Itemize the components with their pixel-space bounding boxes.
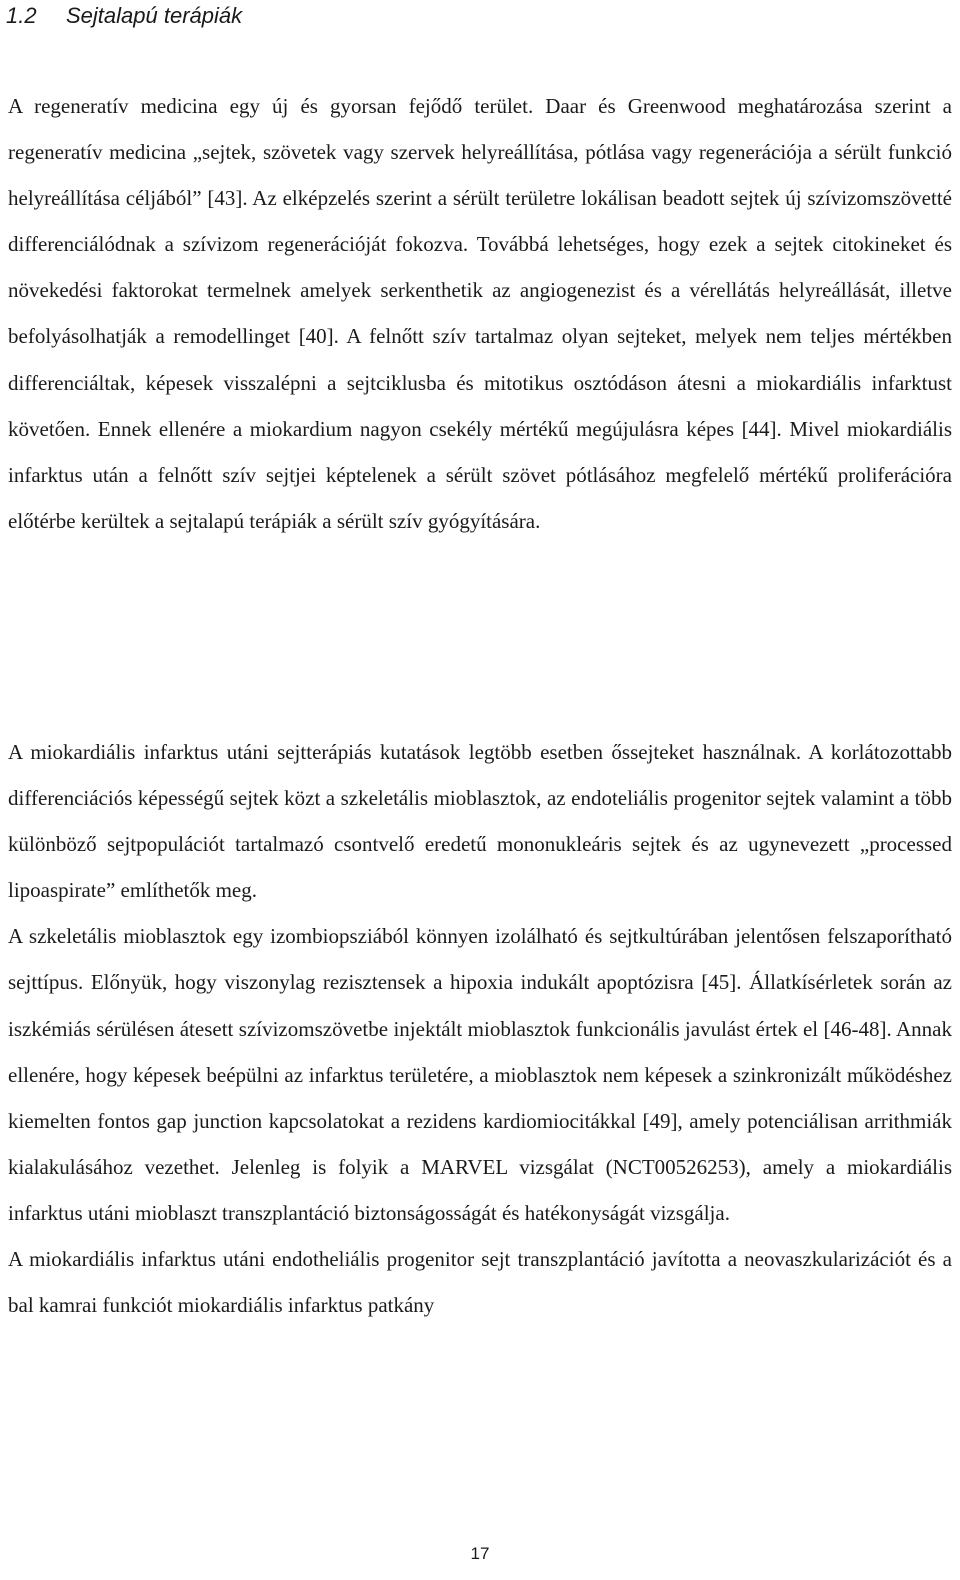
section-heading — [6, 0, 242, 32]
section-title: Sejtalapú terápiák — [66, 3, 243, 28]
page-number: 17 — [470, 1544, 490, 1563]
paragraph-endothelial-progenitor: A miokardiális infarktus utáni endotheliális progenitor sejt transzplantáció javította a neovaszkularizációt és a bal kamrai funkciót miokardiális infarktus patkány — [8, 1247, 952, 1318]
text-block — [8, 729, 952, 1328]
paragraph-stem-cell-research: A miokardiális infarktus utáni sejtterápiás kutatások legtöbb esetben őssejteket használnak. A korlátozottabb differenciációs képességű sejtek közt a szkeletális mioblasztok, az endoteliális progenitor sejtek valamint a több különböző sejtpopulációt tartalmazó csontvelő eredetű mononukleáris sejtek és az ugynevezett „processed lipoaspirate” említhetők meg. — [8, 740, 952, 903]
section-number: 1.2 — [6, 3, 37, 28]
paragraph-skeletal-myoblasts: A szkeletális mioblasztok egy izombiopsziából könnyen izolálható és sejtkultúrában jelentősen felszaporítható sejttípus. Előnyük, hogy viszonylag rezisztensek a hipoxia indukált apoptózisra [45]. Állatkísérletek során az iszkémiás sérülésen átesett szívizomszövetbe injektált mioblasztok funkcionális javulást értek el [46-48]. Annak ellenére, hogy képesek beépülni az infarktus területére, a mioblasztok nem képesek a szinkronizált működéshez kiemelten fontos gap junction kapcsolatokat a rezidens kardiomiocitákkal [49], amely potenciálisan arrithmiák kialakulásához vezethet. Jelenleg is folyik a MARVEL vizsgálat (NCT00526253), amely a miokardiális infarktus utáni mioblaszt transzplantáció biztonságosságát és hatékonyságát vizsgálja. — [8, 924, 952, 1225]
paragraph-regenerative-medicine: A regeneratív medicina egy új és gyorsan fejődő terület. Daar és Greenwood meghatározása szerint a regeneratív medicina „sejtek, szövetek vagy szervek helyreállítása, pótlása vagy regenerációja a sérült funkció helyreállítása céljából” [43]. Az elképzelés szerint a sérült területre lokálisan beadott sejtek új szívizomszövetté differenciálódnak a szívizom regenerációját fokozva. Továbbá lehetséges, hogy ezek a sejtek citokineket és növekedési faktorokat termelnek amelyek serkenthetik az angiogenezist és a vérellátás helyreállását, illetve befolyásolhatják a remodellinget [40]. A felnőtt szív tartalmaz olyan sejteket, melyek nem teljes mértékben differenciáltak, képesek visszalépni a sejtciklusba és mitotikus osztódáson átesni a miokardiális infarktust követően. Ennek ellenére a miokardium nagyon csekély mértékű megújulásra képes [44]. Mivel miokardiális infarktus után a felnőtt szív sejtjei képtelenek a sérült szövet pótlásához megfelelő mértékű proliferációra előtérbe kerültek a sejtalapú terápiák a sérült szív gyógyítására. — [8, 94, 952, 533]
